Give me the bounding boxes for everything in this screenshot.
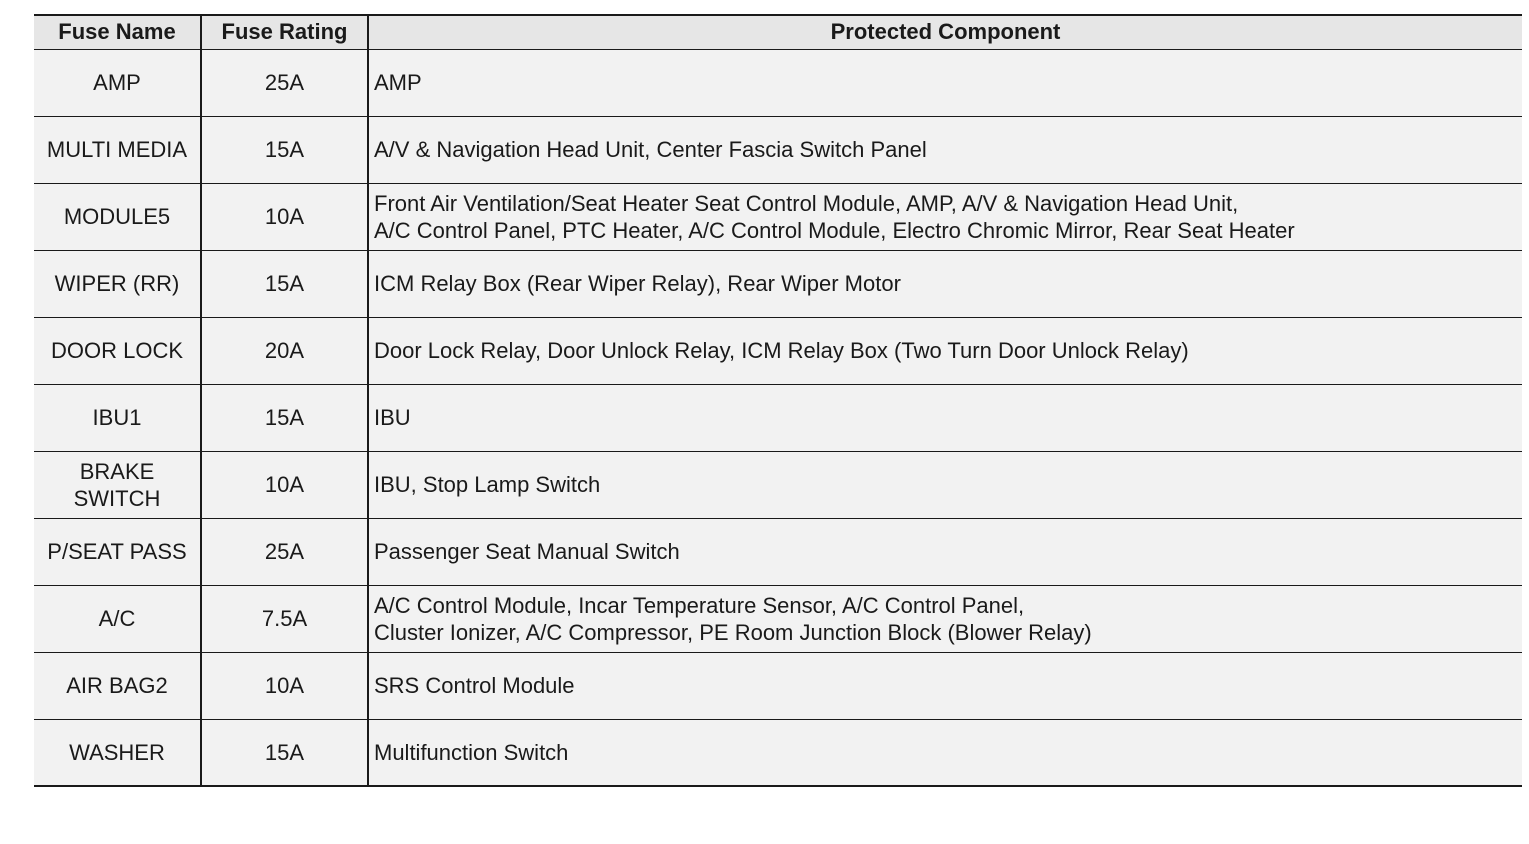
fuse-rating-cell: 15A [201,250,368,317]
fuse-name-cell: IBU1 [34,384,201,451]
table-row [34,49,1522,116]
fuse-name-cell: AMP [34,49,201,116]
header-protected-component: Protected Component [368,15,1522,49]
fuse-name-cell: MULTI MEDIA [34,116,201,183]
table-row [34,250,1522,317]
component-line: IBU, Stop Lamp Switch [374,472,601,497]
protected-component-cell [368,49,1522,116]
fuse-rating-cell: 10A [201,183,368,250]
fuse-rating-cell: 25A [201,49,368,116]
fuse-name-cell: WASHER [34,719,201,786]
fuse-rating-cell: 7.5A [201,585,368,652]
fuse-rating-cell: 10A [201,451,368,518]
header-row [34,15,1522,49]
fuse-name-cell: A/C [34,585,201,652]
protected-component-cell [368,116,1522,183]
component-line: IBU [374,405,411,430]
component-line: A/C Control Module, Incar Temperature Sensor, A/C Control Panel, [374,592,1025,618]
fuse-rating-cell: 25A [201,518,368,585]
component-line: Door Lock Relay, Door Unlock Relay, ICM Relay Box (Two Turn Door Unlock Relay) [374,338,1189,363]
table-row [34,518,1522,585]
table-row [34,116,1522,183]
table-row [34,652,1522,719]
protected-component-cell [368,585,1522,652]
fuse-name-cell: AIR BAG2 [34,652,201,719]
protected-component-cell [368,317,1522,384]
table-body [34,49,1522,786]
fuse-rating-cell: 15A [201,719,368,786]
protected-component-cell [368,183,1522,250]
fuse-rating-cell: 15A [201,116,368,183]
component-line: Cluster Ionizer, A/C Compressor, PE Room Junction Block (Blower Relay) [374,619,1092,645]
table-row [34,183,1522,250]
table-row [34,451,1522,518]
component-line: Passenger Seat Manual Switch [374,539,680,564]
protected-component-cell [368,250,1522,317]
protected-component-cell [368,652,1522,719]
fuse-rating-cell: 20A [201,317,368,384]
fuse-name-cell: BRAKE SWITCH [34,451,201,518]
protected-component-cell [368,384,1522,451]
fuse-name-cell: DOOR LOCK [34,317,201,384]
fuse-table [34,14,1522,787]
table-row [34,585,1522,652]
component-line: A/V & Navigation Head Unit, Center Fascia Switch Panel [374,137,927,162]
fuse-rating-cell: 15A [201,384,368,451]
component-line: SRS Control Module [374,673,575,698]
component-line: Multifunction Switch [374,739,569,765]
table-header [34,15,1522,49]
protected-component-cell [368,719,1522,786]
component-line: A/C Control Panel, PTC Heater, A/C Control Module, Electro Chromic Mirror, Rear Seat Heater [374,217,1295,243]
fuse-name-cell: MODULE5 [34,183,201,250]
fuse-name-cell: P/SEAT PASS [34,518,201,585]
table-row [34,719,1522,786]
fuse-rating-cell: 10A [201,652,368,719]
protected-component-cell [368,518,1522,585]
fuse-name-cell: WIPER (RR) [34,250,201,317]
protected-component-cell [368,451,1522,518]
component-line: ICM Relay Box (Rear Wiper Relay), Rear Wiper Motor [374,271,901,296]
table-row [34,317,1522,384]
component-line: Front Air Ventilation/Seat Heater Seat Control Module, AMP, A/V & Navigation Head Unit, [374,190,1239,216]
table-row [34,384,1522,451]
header-fuse-rating: Fuse Rating [201,15,368,49]
header-fuse-name: Fuse Name [34,15,201,49]
component-line: AMP [374,70,422,95]
